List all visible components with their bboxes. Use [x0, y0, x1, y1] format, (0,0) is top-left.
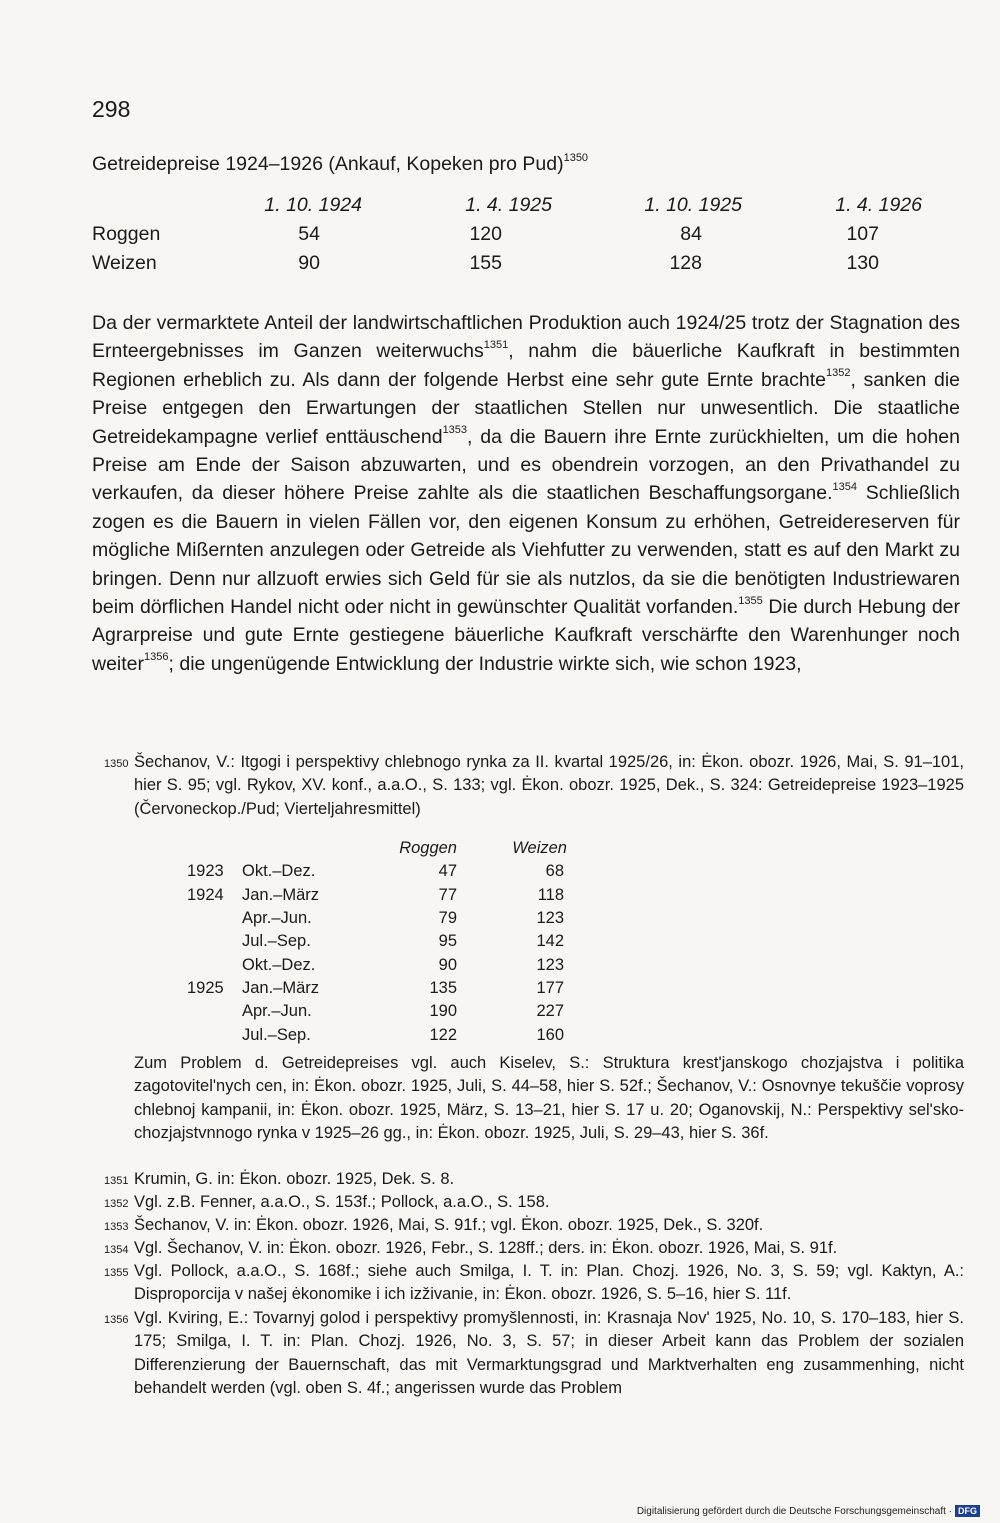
- footnote-table-year: 1923: [187, 862, 224, 881]
- paragraph-text: , nahm die bäuerliche Kaufkraft in bestimmten Regionen erheblich zu. Als dann der folgende Herbst eine sehr gute Ernte brachte: [92, 340, 961, 391]
- footnote-table-cell: 47: [438, 862, 457, 881]
- footnote-text: Šechanov, V. in: Ėkon. obozr. 1926, Mai, S. 91f.; vgl. Ėkon. obozr. 1925, Dek., S. 320f.: [134, 1216, 764, 1234]
- footnote-table-year: [187, 1000, 242, 1023]
- footnote-table-period: Apr.–Jun.: [242, 1002, 312, 1021]
- price-table-corner: [92, 191, 252, 220]
- price-table-date-header: 1. 4. 1926: [835, 194, 922, 216]
- footnote-table-year: 1925: [187, 978, 224, 997]
- footnote-table-cell: 123: [536, 955, 564, 974]
- price-table-row-label: Weizen: [92, 252, 157, 274]
- footnote-table-year: 1924: [187, 885, 224, 904]
- footnote-number: 1351: [104, 1175, 129, 1187]
- footnote-table-year: [187, 953, 242, 976]
- footnote-text: Krumin, G. in: Ėkon. obozr. 1925, Dek. S. 8.: [134, 1170, 455, 1188]
- footnote-table-cell: 227: [536, 1002, 564, 1021]
- footnote-table-cell: 68: [545, 862, 564, 881]
- footnote-1352: [92, 1191, 964, 1214]
- footnote-table-cell: 79: [438, 909, 457, 928]
- digitization-footer: [637, 1505, 980, 1517]
- paragraph-text: Schließlich zogen es die Bauern in vielen Fällen vor, den eigenen Konsum zu erhöhen, Getreidereserven für mögliche Mißernten anzulegen oder Getreide als Viehfutter zu verwenden, statt es auf den Markt zu bringen. Denn nur allzuoft erwies sich Geld für sie als nutzlos, da sie die benötigten Industriewaren beim dörflichen Handel nicht oder nicht in gewünschter Qualität vorfanden.: [92, 482, 961, 619]
- footnote-1354: [92, 1237, 964, 1260]
- footnote-number: 1350: [104, 758, 129, 770]
- footnote-number: 1355: [104, 1267, 129, 1279]
- footnote-text: Šechanov, V.: Itgogi i perspektivy chlebnogo rynka za II. kvartal 1925/26, in: Ėkon. obozr. 1926, Mai, S. 91–101, hier S. 95; vgl. Rykov, XV. konf., a.a.O., S. 133; vgl. Ėkon. obozr. 1925, Dek., S. 324: Getreidepreise 1923–1925 (Červoneckop./Pud; Vierteljahresmittel): [134, 753, 964, 818]
- paragraph-text: , da die Bauern ihre Ernte zurückhielten, um die hohen Preise am Ende der Saison abzuwarten, und es obendrein vorzogen, an den Privathandel zu verkaufen, da dieser höhere Preise zahlte als die staatlichen Beschaffungsorgane.: [92, 425, 960, 505]
- footnote-ref[interactable]: 1350: [563, 151, 589, 164]
- footnote-ref[interactable]: 1351: [483, 338, 509, 351]
- price-table: [92, 191, 922, 278]
- footnote-table-cell: 135: [429, 978, 457, 997]
- price-table-cell: 90: [298, 252, 320, 274]
- footnote-table-year: [187, 930, 242, 953]
- footnote-number: 1352: [104, 1198, 129, 1210]
- footnote-text: Vgl. Kviring, E.: Tovarnyj golod i perspektivy promyšlennosti, in: Krasnaja Nov' 1925, No. 10, S. 170–183, hier S. 175; Smilga, I. T. in: Plan. Chozj. 1926, No. 3, S. 57; in dieser Arbeit kann das Problem der sozialen Differenzierung der Bauernschaft, das mit Vermarktungsgrad und Marktverhalten eng zusammenhing, nicht behandelt werden (vgl. oben S. 4f.; angerissen wurde das Problem: [134, 1309, 964, 1398]
- price-table-date-header: 1. 4. 1925: [465, 194, 552, 216]
- footnote-table-year: [187, 1023, 242, 1046]
- page-number: 298: [92, 96, 131, 122]
- footnote-table-cell: 160: [536, 1025, 564, 1044]
- footnote-1355: [92, 1260, 964, 1307]
- footnote-table-period: Apr.–Jun.: [242, 909, 312, 928]
- paragraph-text: Da der vermarktete Anteil der landwirtschaftlichen Produktion auch 1924/25 trotz der Stagnation des Ernteergebnisses im Ganzen weiterwuchs: [92, 312, 960, 363]
- footnote-text: Vgl. Pollock, a.a.O., S. 168f.; siehe auch Smilga, I. T. in: Plan. Chozj. 1926, No. 3, S. 59; vgl. Kaktyn, A.: Disproporcija v našej ėkonomike i ich izživanie, in: Ėkon. obozr. 1926, S. 5–16, hier S. 11f.: [134, 1262, 964, 1304]
- footnote-text: Vgl. z.B. Fenner, a.a.O., S. 153f.; Pollock, a.a.O., S. 158.: [134, 1193, 550, 1211]
- price-table-date-header: 1. 10. 1925: [644, 194, 742, 216]
- footnote-table-period: Jul.–Sep.: [242, 1025, 311, 1044]
- footnote-ref[interactable]: 1355: [738, 594, 763, 607]
- footnote-table-row: [187, 953, 577, 976]
- price-table-date-header: 1. 10. 1924: [264, 194, 362, 216]
- footnote-text: Zum Problem d. Getreidepreises vgl. auch Kiselev, S.: Struktura krest'janskogo chozjajstva i politika zagotovitel'nych cen, in: Ėkon. obozr. 1925, Juli, S. 44–58, hier S. 52f.; Šechanov, V.: Osnovnye tekuščie voprosy chlebnoj kampanii, in: Ėkon. obozr. 1925, März, S. 13–21, hier S. 17 u. 20; Oganovskij, N.: Perspektivy sel'sko-chozjajstvnnogo rynka v 1925–26 gg., in: Ėkon. obozr. 1925, Juli, S. 29–43, hier S. 36f.: [134, 1054, 964, 1143]
- price-table-cell: 130: [846, 252, 879, 274]
- paragraph-text: Die durch Hebung der Agrarpreise und gute Ernte gestiegene bäuerliche Kaufkraft verschärfte den Warenhunger noch weiter: [92, 596, 961, 675]
- price-table-cell: 54: [298, 223, 320, 245]
- footnote-table-period: Jan.–März: [242, 885, 320, 904]
- footnote-table-row: [187, 930, 577, 953]
- footnote-table-cell: 90: [438, 955, 457, 974]
- footnote-table-cell: 77: [438, 885, 457, 904]
- footnote-table-row: [187, 884, 577, 907]
- footnote-table-row: [187, 1023, 577, 1046]
- footer-text: Digitalisierung gefördert durch die Deutsche Forschungsgemeinschaft ·: [636, 1505, 952, 1517]
- footnote-table-cell: 142: [536, 932, 564, 951]
- footnote-table-corner: [242, 837, 382, 860]
- footnote-1356: [92, 1307, 964, 1401]
- body-paragraph: [92, 309, 960, 678]
- price-table-cell: 128: [669, 252, 702, 274]
- footnote-table-corner: [187, 837, 242, 860]
- table-caption: [92, 153, 588, 176]
- footnote-table-period: Jul.–Sep.: [242, 932, 311, 951]
- footnote-table-row: [187, 1000, 577, 1023]
- footnote-number: 1353: [104, 1221, 129, 1233]
- footnote-1350-continuation: [92, 1052, 964, 1146]
- footnote-ref[interactable]: 1353: [442, 424, 468, 437]
- footnote-table-period: Okt.–Dez.: [242, 955, 316, 974]
- footnote-ref[interactable]: 1352: [826, 367, 851, 380]
- footnote-table-cell: 122: [429, 1025, 457, 1044]
- footnote-text: Vgl. Šechanov, V. in: Ėkon. obozr. 1926, Febr., S. 128ff.; ders. in: Ėkon. obozr. 1926, Mai, S. 91f.: [134, 1239, 838, 1257]
- footnote-1350: [92, 751, 964, 821]
- table-caption-text: Getreidepreise 1924–1926 (Ankauf, Kopeken pro Pud): [92, 153, 564, 175]
- footnote-number: 1354: [104, 1244, 129, 1256]
- footnote-number: 1356: [104, 1314, 129, 1326]
- price-table-header-row: [92, 191, 922, 220]
- price-table-row-roggen: [92, 220, 922, 249]
- footnote-ref[interactable]: 1354: [832, 480, 857, 493]
- footnote-table-period: Okt.–Dez.: [242, 862, 316, 881]
- paragraph-text: ; die ungenügende Entwicklung der Industrie wirkte sich, wie schon 1923,: [168, 652, 802, 675]
- footnote-table-row: [187, 860, 577, 883]
- footnote-table-cell: 190: [429, 1002, 457, 1021]
- footnote-ref[interactable]: 1356: [144, 651, 169, 664]
- footnote-table-cell: 177: [536, 978, 564, 997]
- footnote-1351: [92, 1168, 964, 1191]
- footnote-table-cell: 123: [536, 909, 564, 928]
- footnote-1353: [92, 1214, 964, 1237]
- price-table-cell: 107: [846, 223, 879, 245]
- paragraph-text: , sanken die Preise entgegen den Erwartungen der staatlichen Stellen nur unwesentlich. Die staatliche Getreidekampagne verlief enttäuschend: [92, 368, 961, 448]
- footnote-table-header-row: [187, 837, 577, 860]
- footnote-table-cell: 95: [438, 932, 457, 951]
- footnote-table-period: Jan.–März: [242, 978, 320, 997]
- footnote-table-cell: 118: [537, 885, 564, 904]
- price-table-cell: 155: [469, 252, 502, 274]
- footnote-price-table: [187, 837, 577, 1047]
- price-table-row-weizen: [92, 249, 922, 278]
- dfg-logo: DFG: [955, 1505, 980, 1517]
- footnote-table-row: [187, 977, 577, 1000]
- footnote-table-year: [187, 907, 242, 930]
- footnote-table-header: Weizen: [512, 839, 567, 858]
- footnote-table-header: Roggen: [399, 839, 457, 858]
- price-table-row-label: Roggen: [92, 223, 161, 245]
- price-table-cell: 84: [680, 223, 702, 245]
- price-table-cell: 120: [469, 223, 502, 245]
- footnote-table-row: [187, 907, 577, 930]
